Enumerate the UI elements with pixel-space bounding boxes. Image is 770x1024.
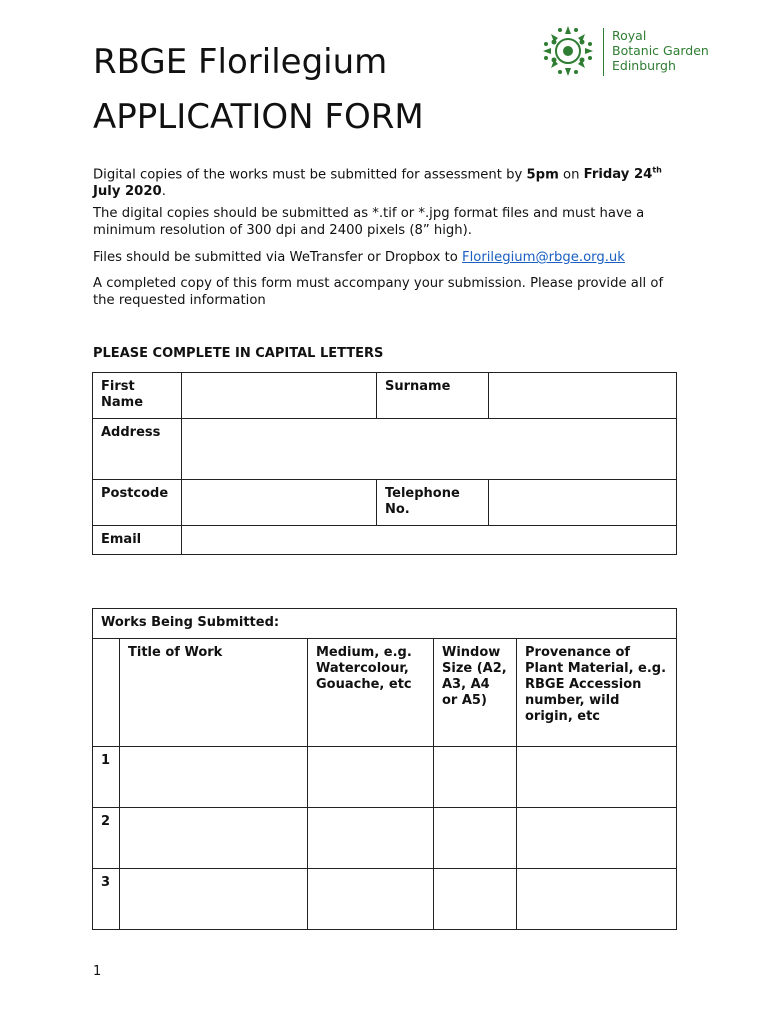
table-row: [93, 869, 677, 930]
medium-field[interactable]: [308, 808, 434, 869]
format-paragraph: The digital copies should be submitted as *.tif or *.jpg format files and must have a minimum resolution of 300 dpi and 2400 pixels (8” high).: [93, 206, 645, 238]
window-size-field[interactable]: [434, 869, 517, 930]
logo-divider: [603, 28, 604, 76]
provenance-field[interactable]: [517, 747, 677, 808]
logo-line-2: Botanic Garden: [612, 43, 709, 58]
deadline-paragraph: Digital copies of the works must be submitted for assessment by 5pm on Friday 24th July 2020.: [93, 166, 662, 200]
email-field[interactable]: [182, 526, 677, 555]
provenance-field[interactable]: [517, 869, 677, 930]
provenance-field[interactable]: [517, 808, 677, 869]
first-name-field[interactable]: [182, 373, 377, 419]
title-of-work-field[interactable]: [120, 869, 308, 930]
applicant-details-table: [92, 372, 677, 555]
first-name-label: First Name: [93, 373, 182, 419]
page-title: RBGE Florilegium: [93, 42, 388, 82]
form-heading: PLEASE COMPLETE IN CAPITAL LETTERS: [93, 346, 384, 361]
column-header: Provenance of Plant Material, e.g. RBGE Accession number, wild origin, etc: [517, 639, 677, 747]
window-size-field[interactable]: [434, 747, 517, 808]
surname-label: Surname: [377, 373, 489, 419]
surname-field[interactable]: [489, 373, 677, 419]
table-row: [93, 747, 677, 808]
title-of-work-field[interactable]: [120, 808, 308, 869]
works-title: Works Being Submitted:: [93, 609, 677, 639]
instructions-paragraph: A completed copy of this form must accompany your submission. Please provide all of the requested information: [93, 276, 664, 308]
logo-text: [612, 28, 709, 73]
email-link[interactable]: Florilegium@rbge.org.uk: [462, 250, 625, 265]
telephone-label: Telephone No.: [377, 480, 489, 526]
column-header: Title of Work: [120, 639, 308, 747]
logo-line-3: Edinburgh: [612, 58, 676, 73]
medium-field[interactable]: [308, 869, 434, 930]
telephone-field[interactable]: [489, 480, 677, 526]
postcode-label: Postcode: [93, 480, 182, 526]
row-number: 2: [93, 808, 120, 869]
row-number: 1: [93, 747, 120, 808]
page-subtitle: APPLICATION FORM: [93, 97, 424, 137]
window-size-field[interactable]: [434, 808, 517, 869]
email-label: Email: [93, 526, 182, 555]
table-row: [93, 808, 677, 869]
column-header: Window Size (A2, A3, A4 or A5): [434, 639, 517, 747]
logo-line-1: Royal: [612, 28, 647, 43]
address-label: Address: [93, 419, 182, 480]
postcode-field[interactable]: [182, 480, 377, 526]
address-field[interactable]: [182, 419, 677, 480]
title-of-work-field[interactable]: [120, 747, 308, 808]
column-header: Medium, e.g. Watercolour, Gouache, etc: [308, 639, 434, 747]
page-number: 1: [93, 964, 102, 979]
medium-field[interactable]: [308, 747, 434, 808]
works-table: [92, 608, 677, 930]
row-number-header: [93, 639, 120, 747]
row-number: 3: [93, 869, 120, 930]
submission-paragraph: Files should be submitted via WeTransfer or Dropbox to Florilegium@rbge.org.uk: [93, 250, 625, 265]
